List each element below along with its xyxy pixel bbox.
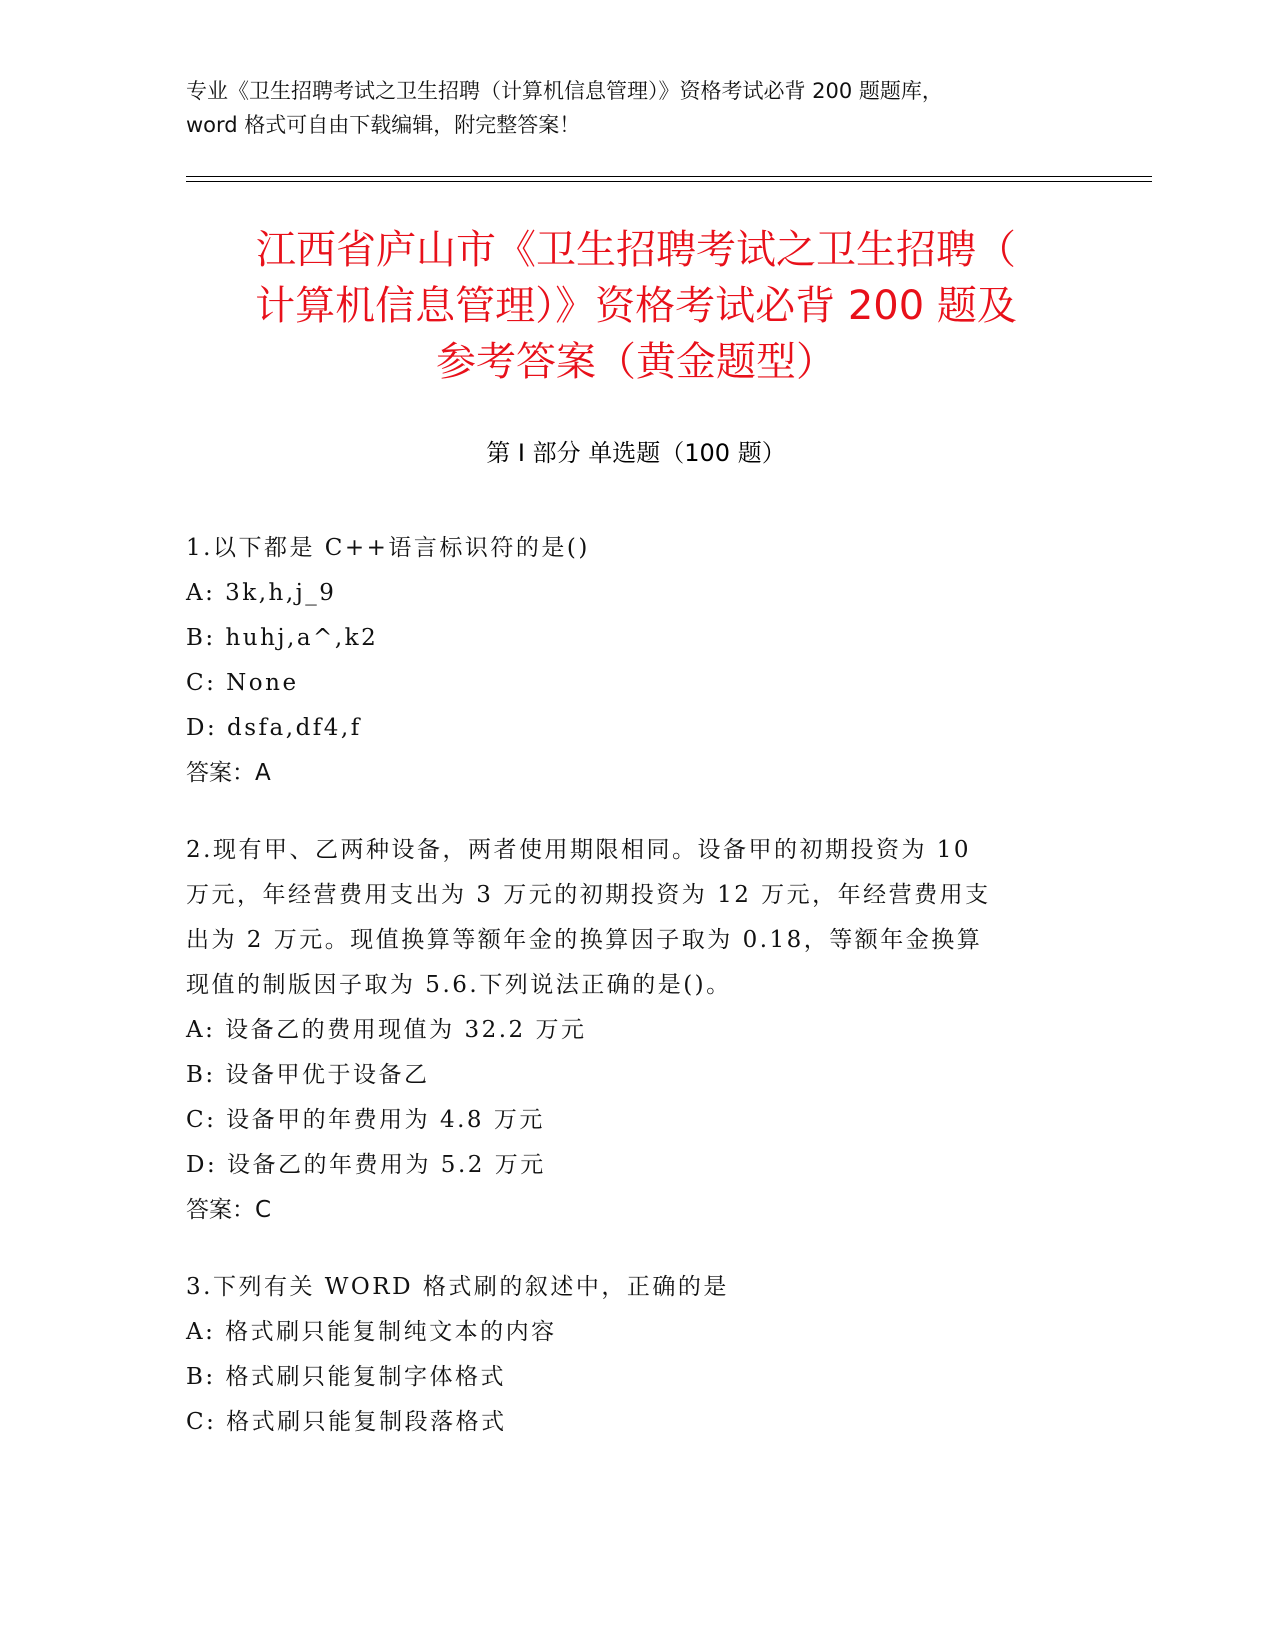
- document-title-line: 参考答案（黄金题型）: [436, 339, 836, 385]
- option-a: A: 格式刷只能复制纯文本的内容: [186, 1319, 557, 1345]
- option-c: C: None: [186, 670, 299, 696]
- option-b: B: huhj,a^,k2: [186, 625, 379, 651]
- question-1: [186, 526, 1066, 796]
- question-stem: 1.以下都是 C++语言标识符的是(): [186, 535, 590, 561]
- question-2: [186, 828, 1066, 1233]
- section-title: 第 I 部分 单选题（100 题）: [486, 439, 786, 467]
- question-stem: 现值的制版因子取为 5.6.下列说法正确的是()。: [186, 972, 732, 998]
- option-d: D: dsfa,df4,f: [186, 715, 362, 741]
- option-b: B: 设备甲优于设备乙: [186, 1062, 430, 1088]
- header-note: [186, 74, 1086, 142]
- option-b: B: 格式刷只能复制字体格式: [186, 1364, 506, 1390]
- document-title-line: 江西省庐山市《卫生招聘考试之卫生招聘（: [256, 227, 1016, 273]
- option-a: A: 设备乙的费用现值为 32.2 万元: [186, 1017, 587, 1043]
- document-title-line: 计算机信息管理）》资格考试必背 200 题及: [255, 283, 1017, 329]
- header-divider: [186, 176, 1152, 177]
- document-title: [186, 222, 1086, 390]
- option-c: C: 设备甲的年费用为 4.8 万元: [186, 1107, 545, 1133]
- option-c: C: 格式刷只能复制段落格式: [186, 1409, 507, 1435]
- option-d: D: 设备乙的年费用为 5.2 万元: [186, 1152, 546, 1178]
- question-stem: 3.下列有关 WORD 格式刷的叙述中，正确的是: [186, 1274, 729, 1300]
- question-stem: 出为 2 万元。现值换算等额年金的换算因子取为 0.18，等额年金换算: [186, 927, 983, 953]
- header-note-line: word 格式可自由下载编辑，附完整答案！: [186, 113, 581, 137]
- header-note-line: 专业《卫生招聘考试之卫生招聘（计算机信息管理）》资格考试必背 200 题题库，: [186, 79, 943, 103]
- question-stem: 万元，年经营费用支出为 3 万元的初期投资为 12 万元，年经营费用支: [186, 882, 991, 908]
- option-a: A: 3k,h,j_9: [186, 580, 337, 606]
- question-stem: 2.现有甲、乙两种设备，两者使用期限相同。设备甲的初期投资为 10: [186, 837, 972, 863]
- header-divider: [186, 181, 1152, 182]
- question-3: [186, 1265, 1066, 1445]
- question-list: [186, 526, 1066, 1477]
- answer: 答案：C: [186, 1197, 272, 1223]
- answer: 答案：A: [186, 760, 271, 786]
